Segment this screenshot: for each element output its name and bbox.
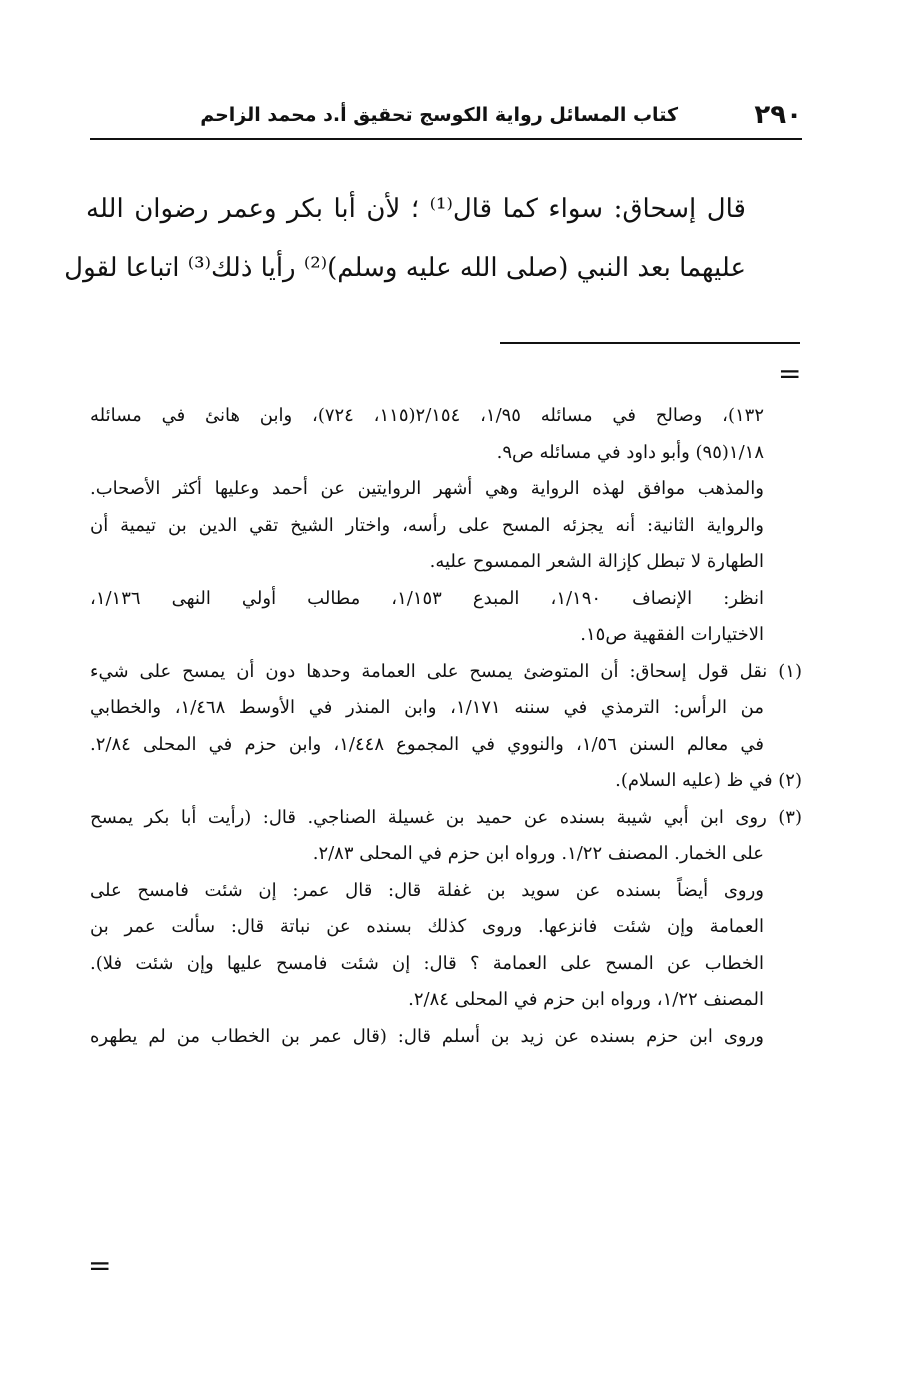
footnote-line: على الخمار. المصنف ١/٢٢. ورواه ابن حزم في المحلى ٢/٨٣.: [312, 843, 764, 864]
footnotes: [90, 398, 802, 1055]
page-header: [90, 98, 802, 134]
footnote-2: [90, 763, 802, 800]
running-title: كتاب المسائل رواية الكوسج تحقيق أ.د محمد الزاحم: [200, 104, 678, 126]
footnote-line: في معالم السنن ١/٥٦، والنووي في المجموع ١/٤٤٨، وابن حزم في المحلى ٢/٨٤.: [90, 733, 765, 755]
footnote-line: ١٣٢)، وصالح في مسائله ١/٩٥، ٢/١٥٤(١١٥، ٧٢٤)، وابن هانئ في مسائله: [90, 405, 764, 426]
footnote-line: وروى ابن حزم بسنده عن زيد بن أسلم قال: (قال عمر بن الخطاب من لم يطهره: [90, 1025, 764, 1047]
footnote-line: والرواية الثانية: أنه يجزئه المسح على رأسه، واختار الشيخ تقي الدين بن تيمية أن: [90, 514, 764, 536]
footnote-line: انظر: الإنصاف ١/١٩٠، المبدع ١/١٥٣، مطالب أولي النهى ١/١٣٦،: [90, 587, 764, 609]
header-rule: [90, 138, 802, 140]
footnote-line: من الرأس: الترمذي في سننه ١/١٧١، وابن المنذر في الأوسط ١/٤٦٨، والخطابي: [90, 697, 765, 718]
footnote-line: وروى أيضاً بسنده عن سويد بن غفلة قال: قال عمر: إن شئت فامسح على: [90, 879, 764, 901]
footnote-line: العمامة وإن شئت فانزعها. وروى كذلك بسنده عن نباتة قال: سألت عمر بن: [90, 916, 764, 937]
footnote-line: الخطاب عن المسح على العمامة ؟ قال: إن شئت فامسح عليها وإن شئت فلا).: [90, 952, 764, 974]
footnote-line: (٢) في ظ (عليه السلام).: [615, 770, 802, 791]
footnote-line: المصنف ١/٢٢، ورواه ابن حزم في المحلى ٢/٨٤.: [408, 989, 764, 1010]
footnote-1: [90, 654, 802, 764]
main-text: [64, 180, 746, 298]
continuation-mark-bottom: =: [88, 1249, 112, 1282]
footnote-line: الاختيارات الفقهية ص١٥.: [580, 624, 764, 645]
footnote-separator: [500, 342, 800, 344]
main-text-line: قال إسحاق: سواء كما قال⁽¹⁾ ؛ لأن أبا بكر وعمر رضوان الله: [86, 194, 746, 224]
main-text-line: عليهما بعد النبي (صلى الله عليه وسلم)⁽²⁾ رأيا ذلك⁽³⁾ اتباعا لقول: [64, 253, 746, 283]
page-number: ٢٩٠: [754, 100, 802, 130]
footnote-line: ١/١٨(٩٥) وأبو داود في مسائله ص٩.: [496, 441, 764, 463]
footnote-line: (٣) روى ابن أبي شيبة بسنده عن حميد بن غسيلة الصناجي. قال: (رأيت أبا بكر يمسح: [90, 806, 802, 828]
footnote-continued: [90, 398, 802, 654]
footnote-line: الطهارة لا تبطل كإزالة الشعر الممسوح عليه.: [429, 551, 764, 572]
footnote-3: [90, 800, 802, 1056]
footnote-line: (١) نقل قول إسحاق: أن المتوضئ يمسح على العمامة وحدها دون أن يمسح على شيء: [90, 660, 802, 682]
footnote-line: والمذهب موافق لهذه الرواية وهي أشهر الروايتين عن أحمد وعليها أكثر الأصحاب.: [90, 478, 764, 499]
continuation-mark-top: =: [778, 357, 802, 390]
